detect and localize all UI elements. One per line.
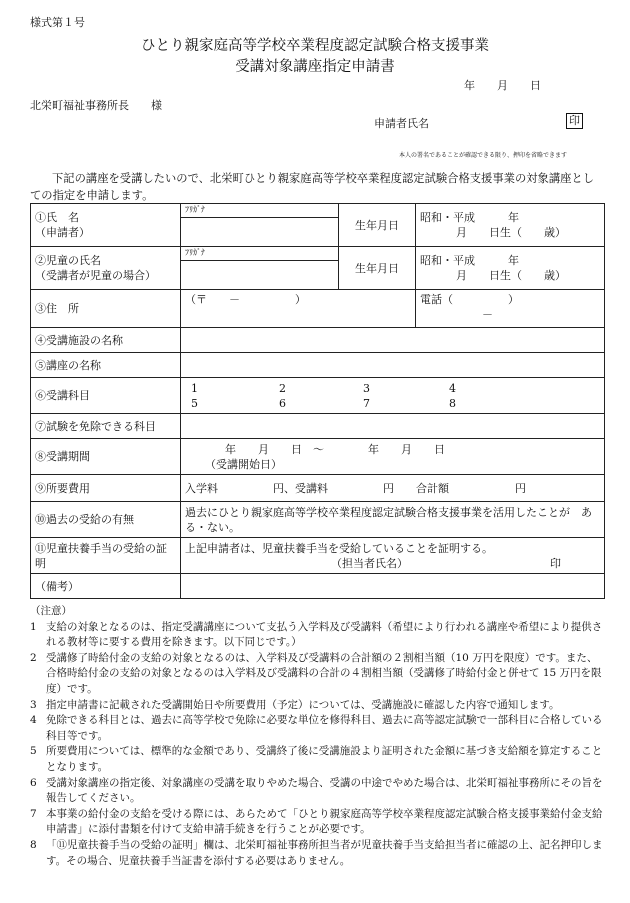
child-name-field[interactable]: ﾌﾘｶﾞﾅ xyxy=(181,247,339,290)
note-text: 「⑪児童扶養手当の受給の証明」欄は、北栄町福祉事務所担当者が児童扶養手当支給担当者に確認の上、記名押印します。その場合、児童扶養手当証書を添付する必要はありません。 xyxy=(46,838,603,867)
label-dob: 生年月日 xyxy=(339,204,416,247)
label-facility: ④受講施設の名称 xyxy=(31,328,181,353)
label-past-receipt: ⑩過去の受給の有無 xyxy=(31,502,181,538)
row-period xyxy=(31,439,605,475)
addressee: 北栄町福祉事務所長 様 xyxy=(30,99,162,112)
row-exempt xyxy=(31,414,605,439)
exempt-field[interactable] xyxy=(181,414,605,439)
label-exempt: ⑦試験を免除できる科目 xyxy=(31,414,181,439)
form-title: ひとり親家庭高等学校卒業程度認定試験合格支援事業 xyxy=(141,38,489,54)
label-dob-child: 生年月日 xyxy=(339,247,416,290)
row-subjects xyxy=(31,378,605,414)
note-item xyxy=(30,651,604,698)
note-number: 4 xyxy=(30,714,37,727)
lead-text: 下記の講座を受講したいので、北栄町ひとり親家庭高等学校卒業程度認定試験合格支援事業の対象講座としての指定を申請します。 xyxy=(30,172,595,202)
seal-mark: 印 xyxy=(566,113,583,129)
form-subtitle: 受講対象講座指定申請書 xyxy=(235,59,395,75)
note-text: 指定申請書に記載された受講開始日や所要費用（予定）については、受講施設に確認した内容で通知します。 xyxy=(46,698,560,711)
subject-no: 8 xyxy=(449,396,456,410)
subject-no: 4 xyxy=(449,381,456,395)
course-field[interactable] xyxy=(181,353,605,378)
note-item xyxy=(30,713,604,744)
form-number: 様式第１号 xyxy=(30,16,85,29)
note-number: 1 xyxy=(30,620,37,633)
row-remarks xyxy=(31,574,605,599)
note-item xyxy=(30,838,604,869)
subject-no: 5 xyxy=(191,396,198,410)
address-field[interactable]: （〒 － ） xyxy=(181,290,416,328)
note-text: 所要費用については、標準的な金額であり、受講終了後に受講施設より証明された金額に基づき支給額を算定することとなります。 xyxy=(46,745,603,773)
row-past-receipt xyxy=(31,502,605,538)
note-number: 6 xyxy=(30,776,37,789)
facility-field[interactable] xyxy=(181,328,605,353)
note-item xyxy=(30,807,604,838)
note-text: 受講修了時給付金の支給の対象となるのは、入学料及び受講料の合計額の２割相当額（10 万円を限度）です。また、合格時給付金の支給の対象となるのは入学料及び受講料の合計の４割相当額（受講修了時給付金と併せて 15 万円を限度）です。 xyxy=(46,651,602,695)
note-number: 2 xyxy=(30,651,37,664)
cost-field[interactable]: 入学料 円、受講料 円 合計額 円 xyxy=(181,475,605,502)
label-child-name: ②児童の氏名 （受講者が児童の場合） xyxy=(31,247,181,290)
child-dob-field[interactable]: 昭和・平成 年 月 日生（ 歳） xyxy=(416,247,605,290)
application-table xyxy=(30,203,605,599)
past-receipt-field[interactable]: 過去にひとり親家庭高等学校卒業程度認定試験合格支援事業を活用したことが ある・ない。 xyxy=(181,502,605,538)
note-text: 支給の対象となるのは、指定受講講座について支払う入学料及び受講料（希望により行われる講座や希望により提供される教材等に要する費用を除きます。以下同じです。） xyxy=(46,620,603,649)
applicant-name-field[interactable]: ﾌﾘｶﾞﾅ xyxy=(181,204,339,247)
subject-no: 6 xyxy=(279,396,286,410)
period-field[interactable]: 年 月 日 ～ 年 月 日 （受講開始日） xyxy=(181,439,605,475)
notes-section xyxy=(30,604,604,869)
row-address xyxy=(31,290,605,328)
label-remarks: （備考） xyxy=(31,574,181,599)
label-applicant-name: ①氏 名 （申請者） xyxy=(31,204,181,247)
note-text: 本事業の給付金の支給を受ける際には、あらためて「ひとり親家庭高等学校卒業程度認定試験合格支援事業給付金支給申請書」に添付書類を付けて支給申請手続きを行うことが必要です。 xyxy=(46,807,603,836)
remarks-field[interactable] xyxy=(181,574,605,599)
note-text: 免除できる科目とは、過去に高等学校で免除に必要な単位を修得科目、過去に高等認定試験で一部科目に合格している科目等です。 xyxy=(46,714,603,742)
notes-title: （注意） xyxy=(30,605,72,617)
row-course xyxy=(31,353,605,378)
note-number: 3 xyxy=(30,698,37,711)
note-text: 受講対象講座の指定後、対象講座の受講を取りやめた場合、受講の中途でやめた場合は、北栄町福祉事務所にその旨を報告してください。 xyxy=(46,776,603,805)
phone-field[interactable]: 電話（ ） － xyxy=(416,290,605,328)
note-item xyxy=(30,620,604,651)
note-item xyxy=(30,744,604,775)
subject-no: 1 xyxy=(191,381,198,395)
label-cost: ⑨所要費用 xyxy=(31,475,181,502)
subjects-field[interactable] xyxy=(181,378,605,414)
note-number: 8 xyxy=(30,838,37,851)
label-course: ⑤講座の名称 xyxy=(31,353,181,378)
row-allowance-cert xyxy=(31,538,605,574)
note-item xyxy=(30,776,604,807)
date-line: 年 月 日 xyxy=(464,79,541,92)
subject-no: 3 xyxy=(363,381,370,395)
label-allowance-cert: ⑪児童扶養手当の受給の証明 xyxy=(31,538,181,574)
row-child-name xyxy=(31,247,605,290)
allowance-cert-field[interactable]: 上記申請者は、児童扶養手当を受給していることを証明する。 （担当者氏名） 印 xyxy=(181,538,605,574)
row-facility xyxy=(31,328,605,353)
label-address: ③住 所 xyxy=(31,290,181,328)
note-number: 7 xyxy=(30,807,37,820)
label-period: ⑧受講期間 xyxy=(31,439,181,475)
subject-no: 7 xyxy=(363,396,370,410)
signature-note: 本人の署名であることが確認できる限り、押印を省略できます xyxy=(399,152,568,159)
row-applicant-name xyxy=(31,204,605,247)
applicant-name-label: 申請者氏名 xyxy=(374,117,429,130)
subject-no: 2 xyxy=(279,381,286,395)
label-subjects: ⑥受講科目 xyxy=(31,378,181,414)
row-cost xyxy=(31,475,605,502)
note-item xyxy=(30,698,604,714)
applicant-dob-field[interactable]: 昭和・平成 年 月 日生（ 歳） xyxy=(416,204,605,247)
note-number: 5 xyxy=(30,745,37,758)
